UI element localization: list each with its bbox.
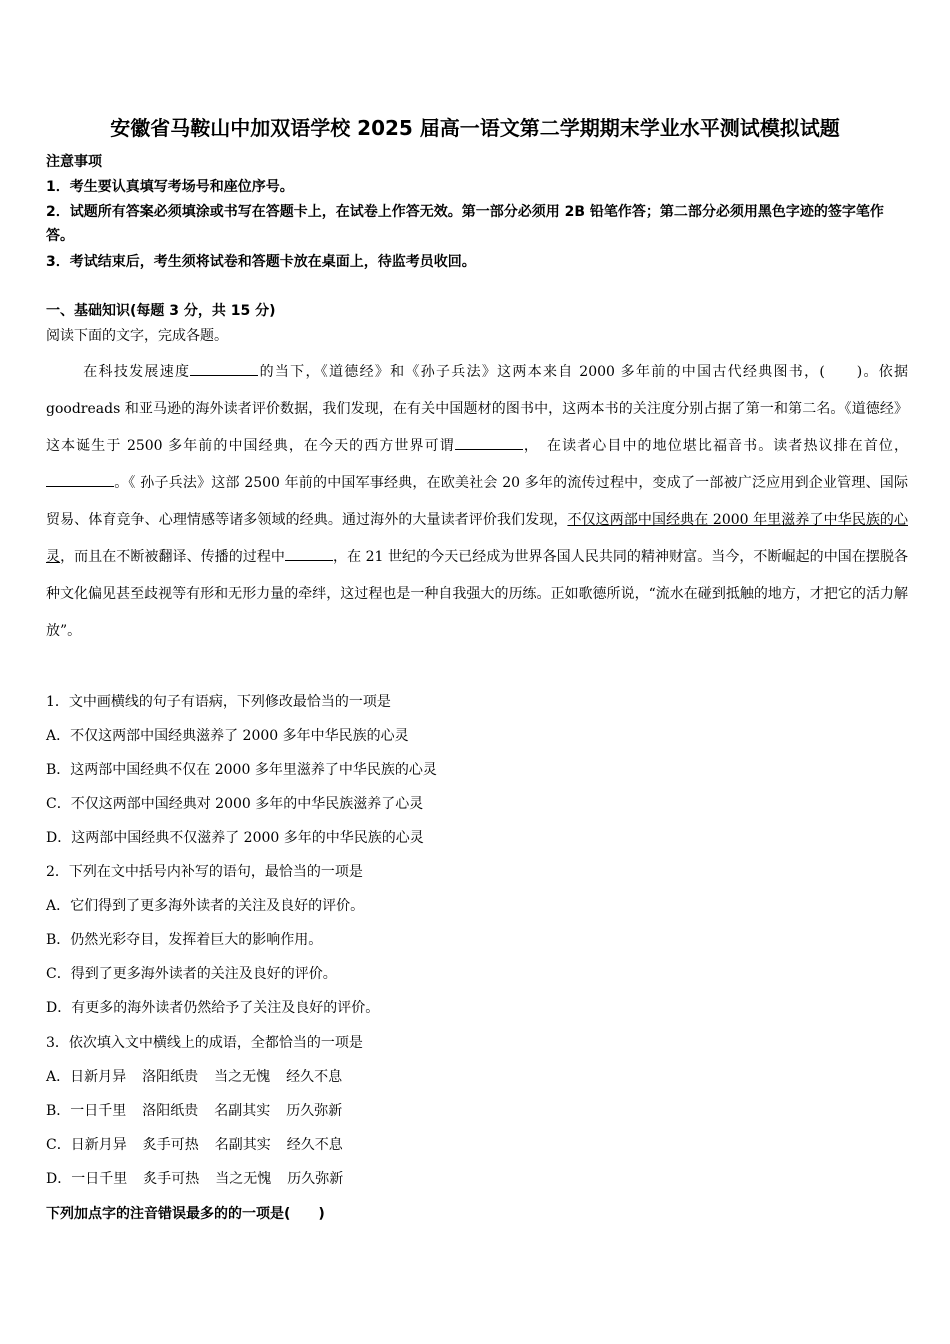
question-2-option-d: D．有更多的海外读者仍然给予了关注及良好的评价。 xyxy=(46,1000,380,1016)
question-2-stem: 2．下列在文中括号内补写的语句，最恰当的一项是 xyxy=(46,864,363,880)
question-2-option-c: C．得到了更多海外读者的关注及良好的评价。 xyxy=(46,966,337,982)
notice-heading: 注意事项 xyxy=(46,154,102,170)
idiom: 洛阳纸贵 xyxy=(142,1103,199,1119)
section-heading: 一、基础知识(每题 3 分，共 15 分) xyxy=(46,303,276,319)
reading-passage xyxy=(46,354,908,650)
idiom: A．日新月异 xyxy=(46,1069,127,1085)
question-2-option-a: A．它们得到了更多海外读者的关注及良好的评价。 xyxy=(46,898,365,914)
idiom: 炙手可热 xyxy=(142,1137,199,1153)
question-3-option-d xyxy=(46,1169,343,1189)
question-1-option-c: C．不仅这两部中国经典对 2000 多年的中华民族滋养了心灵 xyxy=(46,796,424,812)
idiom: C．日新月异 xyxy=(46,1137,127,1153)
passage-text: ，而且在不断被翻译、传播的过程中 xyxy=(60,549,285,565)
question-3-stem: 3．依次填入文中横线上的成语，全都恰当的一项是 xyxy=(46,1035,363,1051)
question-3-option-b xyxy=(46,1101,342,1121)
idiom: B．一日千里 xyxy=(46,1103,127,1119)
fill-blank-2 xyxy=(455,435,523,450)
question-1-stem: 1．文中画横线的句子有语病，下列修改最恰当的一项是 xyxy=(46,694,391,710)
passage-text: ， 在读者心目中的地位堪比福音书。读者热议排在首位， xyxy=(522,438,908,454)
idiom: 经久不息 xyxy=(286,1137,343,1153)
notice-item-1: 1．考生要认真填写考场号和座位序号。 xyxy=(46,179,294,195)
fill-blank-4 xyxy=(285,546,333,561)
fill-blank-1 xyxy=(190,361,258,376)
idiom: 历久弥新 xyxy=(286,1103,343,1119)
underlined-sentence: 不仅这两部中国经典在 2000 年里滋养了中华民族的心灵 xyxy=(46,512,909,565)
idiom: 历久弥新 xyxy=(287,1171,344,1187)
section-instruction: 阅读下面的文字，完成各题。 xyxy=(46,328,228,344)
idiom: 名副其实 xyxy=(214,1103,271,1119)
passage-text: 在科技发展速度 xyxy=(82,364,191,380)
question-1-option-b: B．这两部中国经典不仅在 2000 多年里滋养了中华民族的心灵 xyxy=(46,762,437,778)
idiom: 名副其实 xyxy=(214,1137,271,1153)
notice-item-2: 2．试题所有答案必须填涂或书写在答题卡上，在试卷上作答无效。第一部分必须用 2B 铅笔作答；第二部分必须用黑色字迹的签字笔作答。 xyxy=(46,204,884,244)
passage-text: ，在 21 世纪的今天已经成为世界各国人民共同的精神财富。当今，不断崛起的中国在摆脱各种文化偏见甚至歧视等有形和无形力量的牵绊，这过程也是一种自我强大的历练。正如歌德所说，“流水在碰到抵触的地方，才把它的活力解放”。 xyxy=(46,549,909,639)
question-2-option-b: B．仍然光彩夺目，发挥着巨大的影响作用。 xyxy=(46,932,323,948)
passage-text: 。《 孙子兵法》这部 2500 年前的中国军事经典，在欧美社会 20 多年的流传过程中，变成了一部被广泛应用到企业管理、国际贸易、体育竞争、心理情感等诸多领域的经典。通过海外的大量读者评价我们发现， xyxy=(46,475,908,528)
idiom: 当之无愧 xyxy=(214,1069,271,1085)
notice-item-3: 3．考试结束后，考生须将试卷和答题卡放在桌面上，待监考员收回。 xyxy=(46,254,476,270)
idiom: 炙手可热 xyxy=(143,1171,200,1187)
question-1-option-a: A．不仅这两部中国经典滋养了 2000 多年中华民族的心灵 xyxy=(46,728,409,744)
idiom: D．一日千里 xyxy=(46,1171,128,1187)
idiom: 洛阳纸贵 xyxy=(142,1069,199,1085)
fill-blank-3 xyxy=(46,472,114,487)
idiom: 经久不息 xyxy=(286,1069,343,1085)
question-4-stem: 下列加点字的注音错误最多的的一项是( ) xyxy=(46,1206,325,1222)
question-3-option-a xyxy=(46,1067,342,1087)
passage-text: 的当下，《道德经》和《孙子兵法》这两本来自 2000 多年前的中国古代经典图书，( )。依据 goodreads 和亚马逊的海外读者评价数据，我们发现，在有关中国题材的图书中，这两本书的关注度分别占据了第一和第二名。《道德经》这本诞生于 2500 多年前的中国经典，在今天的西方世界可谓 xyxy=(46,364,909,454)
page-title: 安徽省马鞍山中加双语学校 2025 届高一语文第二学期期末学业水平测试模拟试题 xyxy=(110,116,840,140)
question-3-option-c xyxy=(46,1135,343,1155)
question-1-option-d: D．这两部中国经典不仅滋养了 2000 多年的中华民族的心灵 xyxy=(46,830,424,846)
idiom: 当之无愧 xyxy=(215,1171,272,1187)
